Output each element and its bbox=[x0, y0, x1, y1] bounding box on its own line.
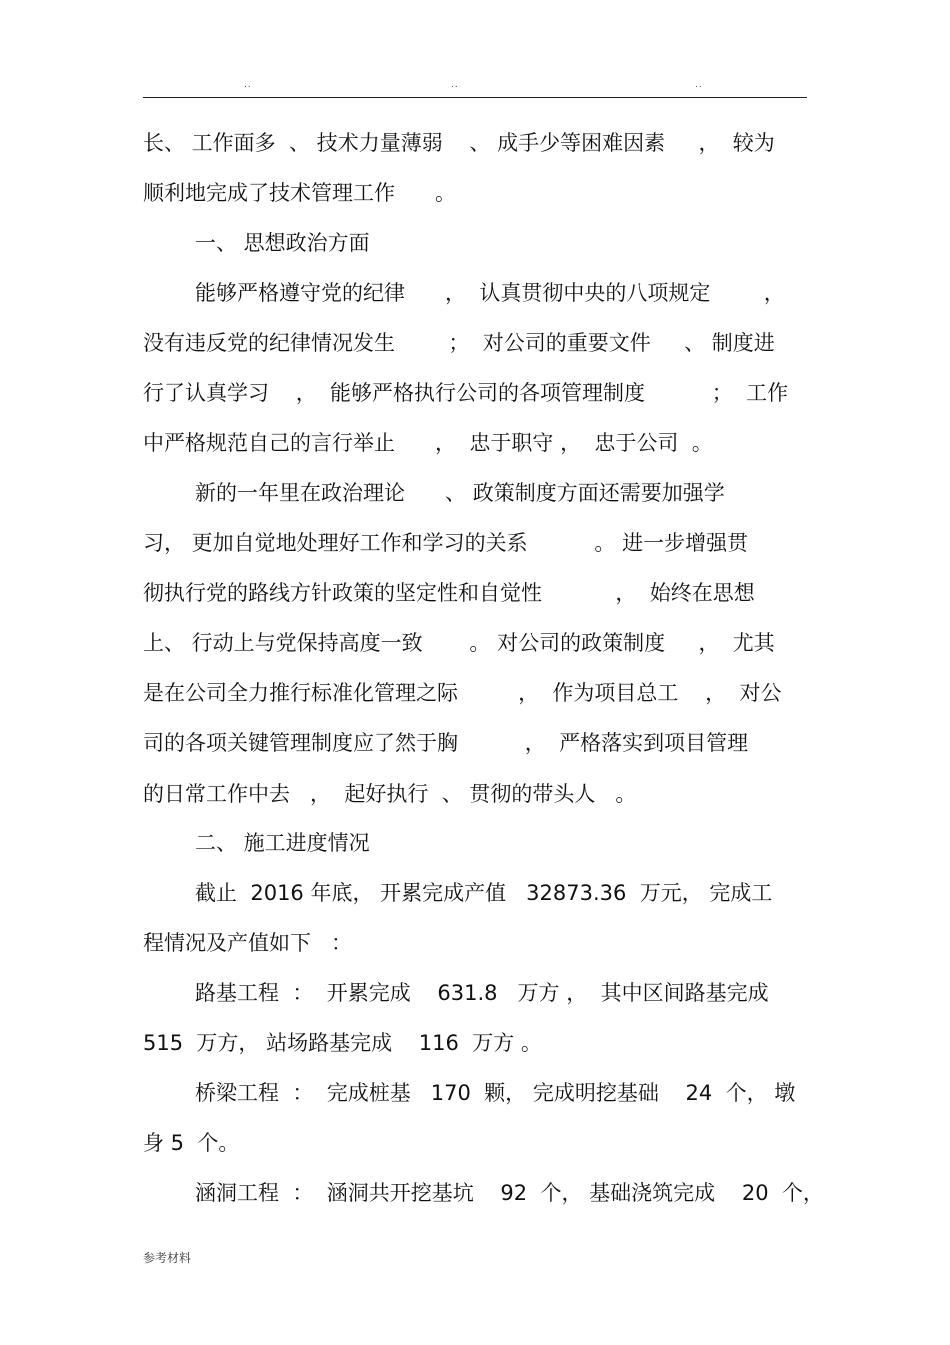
text-line: 路基工程 ： 开累完成 631.8 万方 ， 其中区间路基完成 bbox=[195, 981, 769, 1005]
header-mark-3: .. bbox=[695, 80, 703, 90]
header-mark-2: .. bbox=[451, 80, 459, 90]
section-heading: 一、 思想政治方面 bbox=[195, 231, 370, 255]
text-line: 涵洞工程 ： 涵洞共开挖基坑 92 个， 基础浇筑完成 20 个， bbox=[195, 1181, 824, 1205]
text-line: 行了认真学习 ， 能够严格执行公司的各项管理制度 ； 工作 bbox=[143, 381, 789, 405]
footer-label: 参考材料 bbox=[143, 1251, 192, 1265]
text-line: 程情况及产值如下 ： bbox=[143, 931, 353, 955]
text-line: 没有违反党的纪律情况发生 ； 对公司的重要文件 、 制度进 bbox=[143, 331, 775, 355]
text-line: 的日常工作中去 ， 起好执行 、 贯彻的带头人 。 bbox=[143, 782, 637, 806]
text-line: 截止 2016 年底， 开累完成产值 32873.36 万元， 完成工 bbox=[195, 881, 773, 905]
section-heading: 二、 施工进度情况 bbox=[195, 831, 370, 855]
text-line: 顺利地完成了技术管理工作 。 bbox=[143, 181, 457, 205]
text-line: 桥梁工程 ： 完成桩基 170 颗， 完成明挖基础 24 个， 墩 bbox=[195, 1081, 796, 1105]
text-line: 515 万方， 站场路基完成 116 万方 。 bbox=[143, 1031, 542, 1055]
text-line: 长、 工作面多 、 技术力量薄弱 、 成手少等困难因素 ， 较为 bbox=[143, 131, 775, 155]
text-line: 身 5 个。 bbox=[143, 1131, 240, 1155]
header-mark-1: .. bbox=[244, 80, 252, 90]
text-line: 是在公司全力推行标准化管理之际 ， 作为项目总工 ， 对公 bbox=[143, 681, 782, 705]
header-rule bbox=[143, 97, 807, 98]
text-line: 习， 更加自觉地处理好工作和学习的关系 。 进一步增强贯 bbox=[143, 531, 749, 555]
text-line: 能够严格遵守党的纪律 ， 认真贯彻中央的八项规定 ， bbox=[195, 281, 785, 305]
text-line: 彻执行党的路线方针政策的坚定性和自觉性 ， 始终在思想 bbox=[143, 581, 755, 605]
text-line: 中严格规范自己的言行举止 ， 忠于职守 ， 忠于公司 。 bbox=[143, 431, 713, 455]
text-line: 上、 行动上与党保持高度一致 。 对公司的政策制度 ， 尤其 bbox=[143, 631, 775, 655]
text-line: 新的一年里在政治理论 、 政策制度方面还需要加强学 bbox=[195, 481, 725, 505]
text-line: 司的各项关键管理制度应了然于胸 ， 严格落实到项目管理 bbox=[143, 731, 749, 755]
